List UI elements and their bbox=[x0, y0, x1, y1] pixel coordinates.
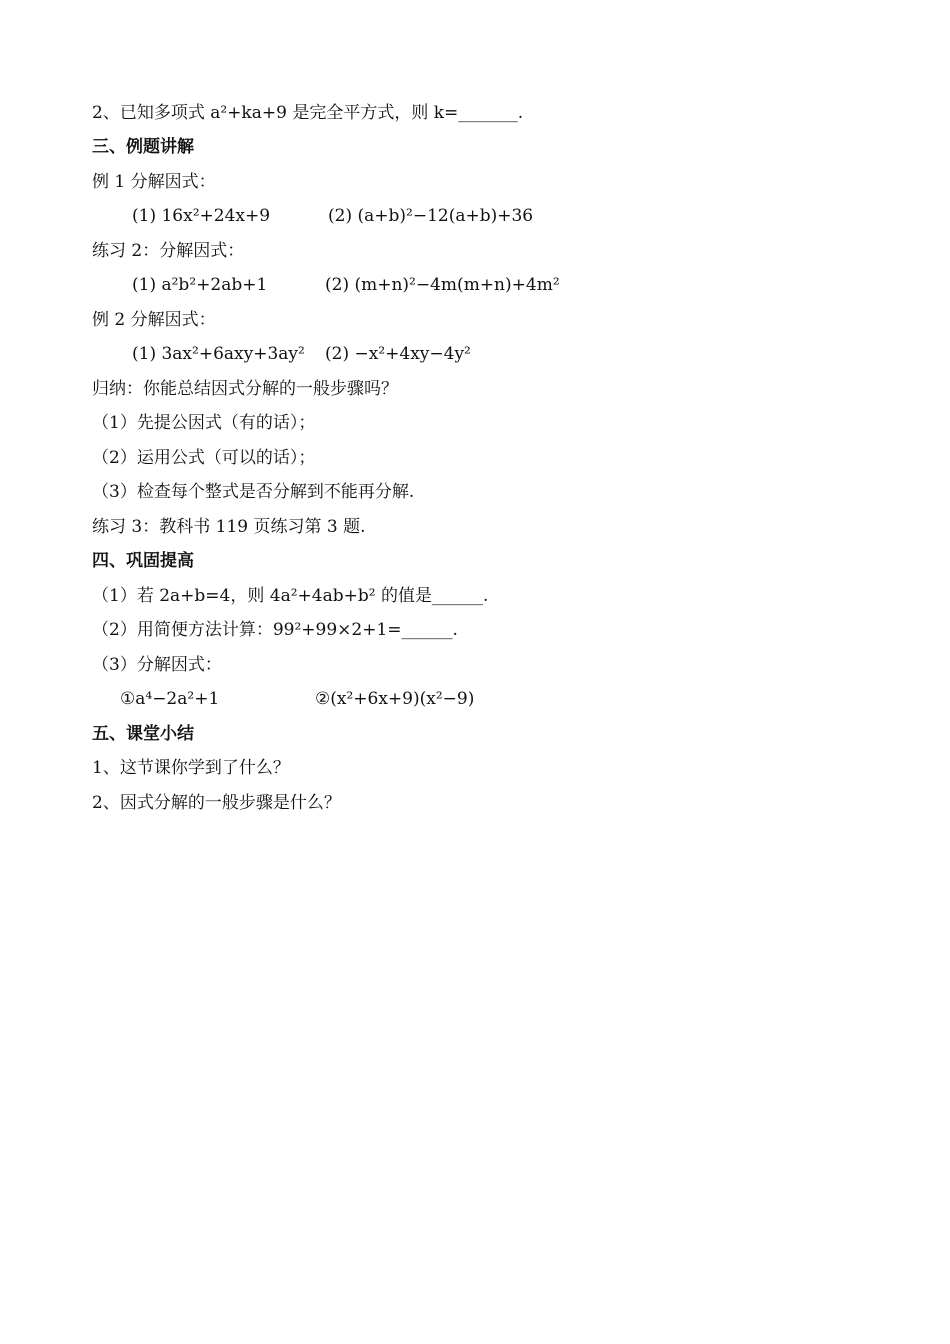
consolidation-2: （2）用简便方法计算：99²+99×2+1=______. bbox=[92, 620, 458, 640]
summary-item-1: 1、这节课你学到了什么？ bbox=[92, 758, 290, 778]
consolidation-3-part-a: ①a⁴−2a²+1 bbox=[120, 689, 220, 709]
example-1-title: 例 1 分解因式： bbox=[92, 172, 216, 192]
section-3-heading: 三、例题讲解 bbox=[92, 137, 194, 157]
example-2-title: 例 2 分解因式： bbox=[92, 310, 216, 330]
consolidation-3: （3）分解因式： bbox=[92, 655, 222, 675]
consolidation-1: （1）若 2a+b=4，则 4a²+4ab+b² 的值是______. bbox=[92, 586, 489, 606]
example-2-part-a: (1) 3ax²+6axy+3ay² bbox=[132, 344, 305, 364]
practice-2-title: 练习 2：分解因式： bbox=[92, 241, 245, 261]
practice-3: 练习 3：教科书 119 页练习第 3 题. bbox=[92, 517, 366, 537]
question-2: 2、已知多项式 a²+ka+9 是完全平方式，则 k=_______. bbox=[92, 103, 524, 123]
step-2: （2）运用公式（可以的话）； bbox=[92, 448, 316, 468]
practice-2-part-a: (1) a²b²+2ab+1 bbox=[132, 275, 268, 295]
step-3: （3）检查每个整式是否分解到不能再分解. bbox=[92, 482, 415, 502]
summary-item-2: 2、因式分解的一般步骤是什么？ bbox=[92, 793, 341, 813]
example-1-part-a: (1) 16x²+24x+9 bbox=[132, 206, 271, 226]
example-2-part-b: (2) −x²+4xy−4y² bbox=[325, 344, 471, 364]
step-1: （1）先提公因式（有的话）； bbox=[92, 413, 316, 433]
practice-2-part-b: (2) (m+n)²−4m(m+n)+4m² bbox=[325, 275, 560, 295]
section-4-heading: 四、巩固提高 bbox=[92, 551, 194, 571]
section-5-heading: 五、课堂小结 bbox=[92, 724, 194, 744]
example-1-part-b: (2) (a+b)²−12(a+b)+36 bbox=[328, 206, 534, 226]
summary-question: 归纳：你能总结因式分解的一般步骤吗？ bbox=[92, 379, 398, 399]
consolidation-3-part-b: ②(x²+6x+9)(x²−9) bbox=[315, 689, 475, 709]
